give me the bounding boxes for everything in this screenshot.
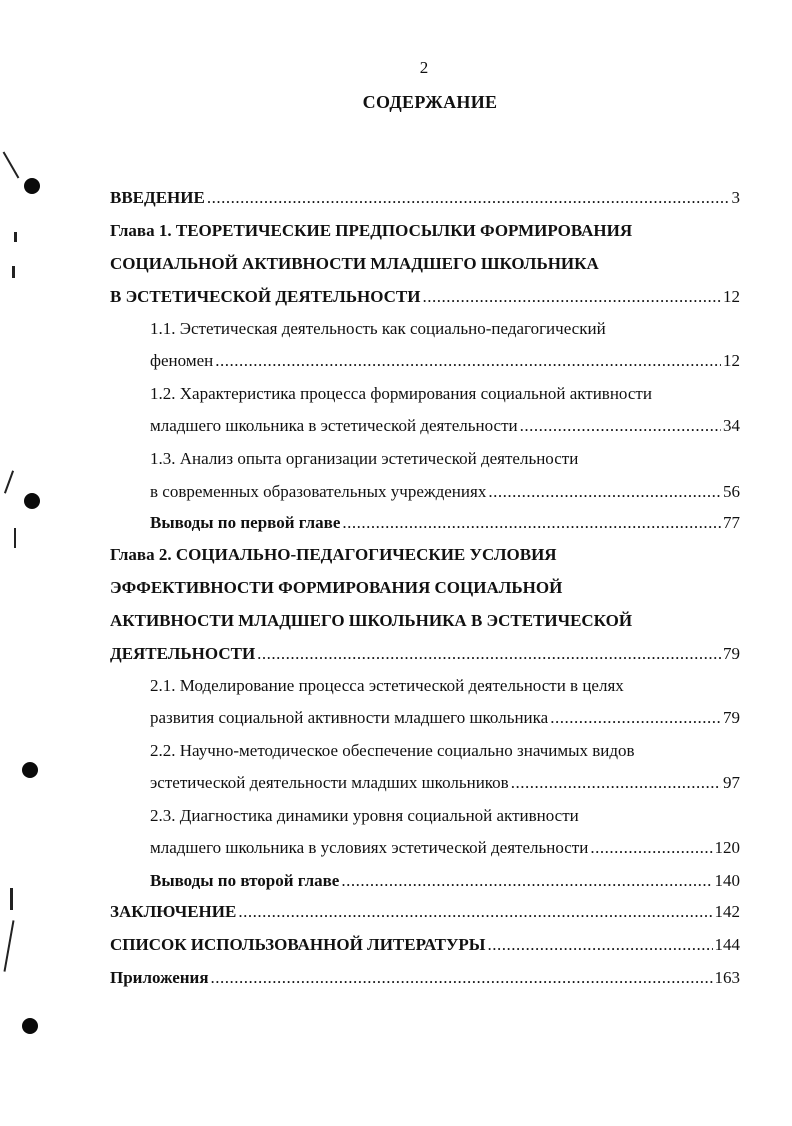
toc-chapter-1-line-2[interactable]: СОЦИАЛЬНОЙ АКТИВНОСТИ МЛАДШЕГО ШКОЛЬНИКА — [110, 254, 599, 273]
scan-mark-icon — [12, 266, 15, 278]
toc-leader-dots — [520, 410, 721, 442]
binder-hole-icon — [22, 1018, 38, 1034]
toc-section-1-3-line-1[interactable]: 1.3. Анализ опыта организации эстетической деятельности — [150, 449, 579, 468]
toc-entry-title: феномен — [150, 351, 214, 370]
toc-chapter-2-line-2[interactable]: ЭФФЕКТИВНОСТИ ФОРМИРОВАНИЯ СОЦИАЛЬНОЙ — [110, 578, 563, 597]
toc-entry-title: младшего школьника в эстетической деятельности — [150, 416, 518, 435]
toc-entry-bibliography[interactable] — [110, 929, 740, 961]
toc-entry-page: 163 — [714, 968, 740, 987]
toc-entry-title: Выводы по второй главе — [150, 871, 340, 890]
toc-leader-dots — [550, 702, 721, 734]
toc-entry-page: 3 — [731, 188, 740, 207]
toc-chapter-2-last-line[interactable] — [110, 638, 740, 670]
toc-section-2-2-line-1[interactable]: 2.2. Научно-методическое обеспечение социально значимых видов — [150, 741, 635, 760]
toc-entry-title: в современных образовательных учреждениях — [150, 482, 487, 501]
toc-leader-dots — [238, 896, 712, 928]
toc-section-1-2-line-1[interactable]: 1.2. Характеристика процесса формирования социальной активности — [150, 384, 652, 403]
toc-leader-dots — [207, 182, 730, 214]
toc-leader-dots — [423, 281, 722, 313]
toc-entry-title: В ЭСТЕТИЧЕСКОЙ ДЕЯТЕЛЬНОСТИ — [110, 287, 421, 306]
toc-entry-title: ДЕЯТЕЛЬНОСТИ — [110, 644, 256, 663]
toc-leader-dots — [590, 832, 712, 864]
toc-entry-page: 79 — [723, 644, 740, 663]
binder-hole-icon — [24, 493, 40, 509]
toc-conclusions-chapter-1[interactable] — [150, 507, 740, 539]
toc-chapter-2-line-3[interactable]: АКТИВНОСТИ МЛАДШЕГО ШКОЛЬНИКА В ЭСТЕТИЧЕСКОЙ — [110, 611, 633, 630]
toc-leader-dots — [488, 476, 721, 508]
toc-entry-title: ВВЕДЕНИЕ — [110, 188, 205, 207]
page-title: СОДЕРЖАНИЕ — [362, 92, 498, 112]
toc-entry-appendices[interactable] — [110, 962, 740, 994]
scan-mark-icon — [4, 920, 15, 972]
binder-hole-icon — [22, 762, 38, 778]
toc-entry-page: 56 — [723, 482, 740, 501]
toc-section-2-2-last-line[interactable] — [150, 767, 740, 799]
toc-chapter-2-line-1[interactable]: Глава 2. СОЦИАЛЬНО-ПЕДАГОГИЧЕСКИЕ УСЛОВИЯ — [110, 545, 557, 564]
scan-mark-icon — [4, 470, 14, 493]
toc-entry-title: младшего школьника в условиях эстетической деятельности — [150, 838, 589, 857]
toc-entry-title: Выводы по первой главе — [150, 513, 341, 532]
toc-entry-title: развития социальной активности младшего школьника — [150, 708, 549, 727]
toc-section-2-3-last-line[interactable] — [150, 832, 740, 864]
toc-entry-page: 12 — [723, 287, 740, 306]
toc-entry-title: ЗАКЛЮЧЕНИЕ — [110, 902, 237, 921]
toc-entry-page: 77 — [723, 513, 740, 532]
toc-entry-title: Приложения — [110, 968, 209, 987]
toc-entry-page: 144 — [714, 935, 740, 954]
toc-entry-introduction[interactable] — [110, 182, 740, 214]
scan-mark-icon — [10, 888, 13, 910]
toc-conclusions-chapter-2[interactable] — [150, 865, 740, 897]
toc-leader-dots — [511, 767, 721, 799]
toc-entry-page: 12 — [723, 351, 740, 370]
toc-leader-dots — [211, 962, 713, 994]
toc-section-1-1-last-line[interactable] — [150, 345, 740, 377]
scan-mark-icon — [14, 232, 17, 242]
binder-hole-icon — [24, 178, 40, 194]
toc-leader-dots — [341, 865, 712, 897]
scan-mark-icon — [14, 528, 16, 548]
toc-section-2-1-line-1[interactable]: 2.1. Моделирование процесса эстетической деятельности в целях — [150, 676, 624, 695]
toc-leader-dots — [342, 507, 721, 539]
toc-section-2-1-last-line[interactable] — [150, 702, 740, 734]
toc-entry-page: 142 — [714, 902, 740, 921]
toc-leader-dots — [215, 345, 721, 377]
toc-entry-page: 140 — [714, 871, 740, 890]
toc-entry-page: 34 — [723, 416, 740, 435]
scan-mark-icon — [3, 152, 20, 179]
toc-section-1-3-last-line[interactable] — [150, 476, 740, 508]
page-number: 2 — [419, 58, 429, 77]
toc-section-1-2-last-line[interactable] — [150, 410, 740, 442]
toc-entry-page: 120 — [714, 838, 740, 857]
toc-entry-title: эстетической деятельности младших школьников — [150, 773, 509, 792]
toc-chapter-1-last-line[interactable] — [110, 281, 740, 313]
toc-leader-dots — [257, 638, 721, 670]
toc-section-1-1-line-1[interactable]: 1.1. Эстетическая деятельность как социально-педагогический — [150, 319, 606, 338]
toc-chapter-1-line-1[interactable]: Глава 1. ТЕОРЕТИЧЕСКИЕ ПРЕДПОСЫЛКИ ФОРМИРОВАНИЯ — [110, 221, 633, 240]
toc-entry-title: СПИСОК ИСПОЛЬЗОВАННОЙ ЛИТЕРАТУРЫ — [110, 935, 486, 954]
toc-section-2-3-line-1[interactable]: 2.3. Диагностика динамики уровня социальной активности — [150, 806, 579, 825]
toc-leader-dots — [488, 929, 713, 961]
toc-entry-page: 97 — [723, 773, 740, 792]
toc-entry-conclusion[interactable] — [110, 896, 740, 928]
toc-entry-page: 79 — [723, 708, 740, 727]
